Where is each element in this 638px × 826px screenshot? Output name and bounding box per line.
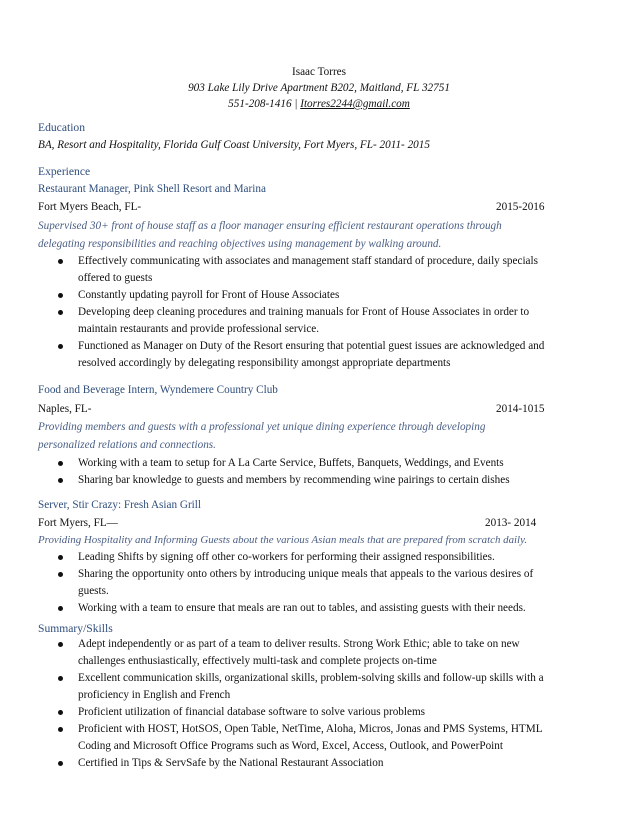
bullet-icon xyxy=(58,761,63,766)
list-item xyxy=(58,566,533,600)
list-item xyxy=(58,455,510,472)
bullet-icon xyxy=(58,310,63,315)
list-item xyxy=(58,549,533,566)
experience-heading: Experience xyxy=(38,165,91,178)
job-location: Fort Myers, FL— xyxy=(38,517,118,529)
job-location: Naples, FL- xyxy=(38,403,92,415)
job-bullet-list xyxy=(58,455,510,489)
bullet-icon xyxy=(58,572,63,577)
bullet-text: Coding and Microsoft Office Programs such as Word, Excel, Access, Outlook, and PowerPoint xyxy=(78,740,503,752)
bullet-text: Working with a team to ensure that meals are ran out to tables, and assisting guests with their needs. xyxy=(78,602,526,614)
education-heading: Education xyxy=(38,121,86,134)
bullet-icon xyxy=(58,727,63,732)
bullet-text: resolved accordingly by delegating responsibility amongst appropriate departments xyxy=(78,357,451,369)
list-item xyxy=(58,253,544,287)
bullet-text: guests. xyxy=(78,585,109,597)
candidate-address: 903 Lake Lily Drive Apartment B202, Maitland, FL 32751 xyxy=(188,82,450,94)
bullet-icon xyxy=(58,478,63,483)
job-role: Server, Stir Crazy: Fresh Asian Grill xyxy=(38,499,201,511)
job-bullet-list xyxy=(58,549,533,617)
bullet-text: Effectively communicating with associates and management staff standard of procedure, daily specials xyxy=(78,255,538,267)
bullet-icon xyxy=(58,710,63,715)
bullet-text: maintain restaurants and provide professional service. xyxy=(78,323,320,335)
bullet-icon xyxy=(58,461,63,466)
bullet-icon xyxy=(58,642,63,647)
list-item xyxy=(58,704,544,721)
candidate-email-link[interactable]: Itorres2244@gmail.com xyxy=(300,98,410,110)
list-item xyxy=(58,636,544,670)
bullet-text: Functioned as Manager on Duty of the Resort ensuring that potential guest issues are acknowledged and xyxy=(78,340,545,352)
job-role: Restaurant Manager, Pink Shell Resort and Marina xyxy=(38,183,266,195)
list-item xyxy=(58,721,544,755)
list-item xyxy=(58,472,510,489)
bullet-icon xyxy=(58,676,63,681)
list-item xyxy=(58,338,544,372)
candidate-contact xyxy=(0,96,638,112)
list-item xyxy=(58,755,544,772)
candidate-phone: 551-208-1416 | xyxy=(228,98,301,110)
bullet-text: Excellent communication skills, organizational skills, problem-solving skills and follow-up skills with a xyxy=(78,672,544,684)
bullet-text: Proficient utilization of financial database software to solve various problems xyxy=(78,706,426,718)
bullet-icon xyxy=(58,606,63,611)
bullet-text: Developing deep cleaning procedures and training manuals for Front of House Associates in order to xyxy=(78,306,530,318)
job-role: Food and Beverage Intern, Wyndemere Country Club xyxy=(38,384,278,396)
bullet-icon xyxy=(58,259,63,264)
bullet-text: Sharing the opportunity onto others by introducing unique meals that appeals to the various desires of xyxy=(78,568,534,580)
candidate-name: Isaac Torres xyxy=(292,66,346,78)
education-degree: BA, Resort and Hospitality, Florida Gulf Coast University, Fort Myers, FL- 2011- 2015 xyxy=(38,139,430,151)
job-dates: 2014-1015 xyxy=(496,403,545,415)
bullet-text: Constantly updating payroll for Front of House Associates xyxy=(78,289,340,301)
resume-header xyxy=(0,64,638,112)
bullet-text: proficiency in English and French xyxy=(78,689,231,701)
bullet-icon xyxy=(58,293,63,298)
job-dates: 2013- 2014 xyxy=(485,517,537,529)
job-dates: 2015-2016 xyxy=(496,201,545,213)
bullet-text: Proficient with HOST, HotSOS, Open Table, NetTime, Aloha, Micros, Jonas and PMS Systems, HTML xyxy=(78,723,543,735)
skills-bullet-list xyxy=(58,636,544,772)
list-item xyxy=(58,287,544,304)
bullet-text: Leading Shifts by signing off other co-workers for performing their assigned responsibilities. xyxy=(78,551,495,563)
job-location: Fort Myers Beach, FL- xyxy=(38,201,142,213)
list-item xyxy=(58,304,544,338)
list-item xyxy=(58,670,544,704)
job-summary-line: Providing members and guests with a professional yet unique dining experience through developing xyxy=(38,421,486,433)
job-bullet-list xyxy=(58,253,544,372)
bullet-text: Adept independently or as part of a team to deliver results. Strong Work Ethic; able to take on new xyxy=(78,638,520,650)
bullet-text: offered to guests xyxy=(78,272,153,284)
bullet-text: challenges enthusiastically, effectively multi-task and complete projects on-time xyxy=(78,655,437,667)
bullet-icon xyxy=(58,555,63,560)
bullet-text: Working with a team to setup for A La Carte Service, Buffets, Banquets, Weddings, and Events xyxy=(78,457,504,469)
bullet-text: Sharing bar knowledge to guests and members by recommending wine pairings to certain dishes xyxy=(78,474,510,486)
bullet-text: Certified in Tips & ServSafe by the National Restaurant Association xyxy=(78,757,384,769)
bullet-icon xyxy=(58,344,63,349)
job-summary-line: delegating responsibilities and reaching objectives using management by walking around. xyxy=(38,238,442,250)
skills-heading: Summary/Skills xyxy=(38,622,113,635)
list-item xyxy=(58,600,533,617)
job-summary-line: personalized relations and connections. xyxy=(38,439,216,451)
job-summary-line: Supervised 30+ front of house staff as a floor manager ensuring efficient restaurant operations through xyxy=(38,220,502,232)
job-summary-line: Providing Hospitality and Informing Guests about the various Asian meals that are prepared from scratch daily. xyxy=(38,534,528,546)
